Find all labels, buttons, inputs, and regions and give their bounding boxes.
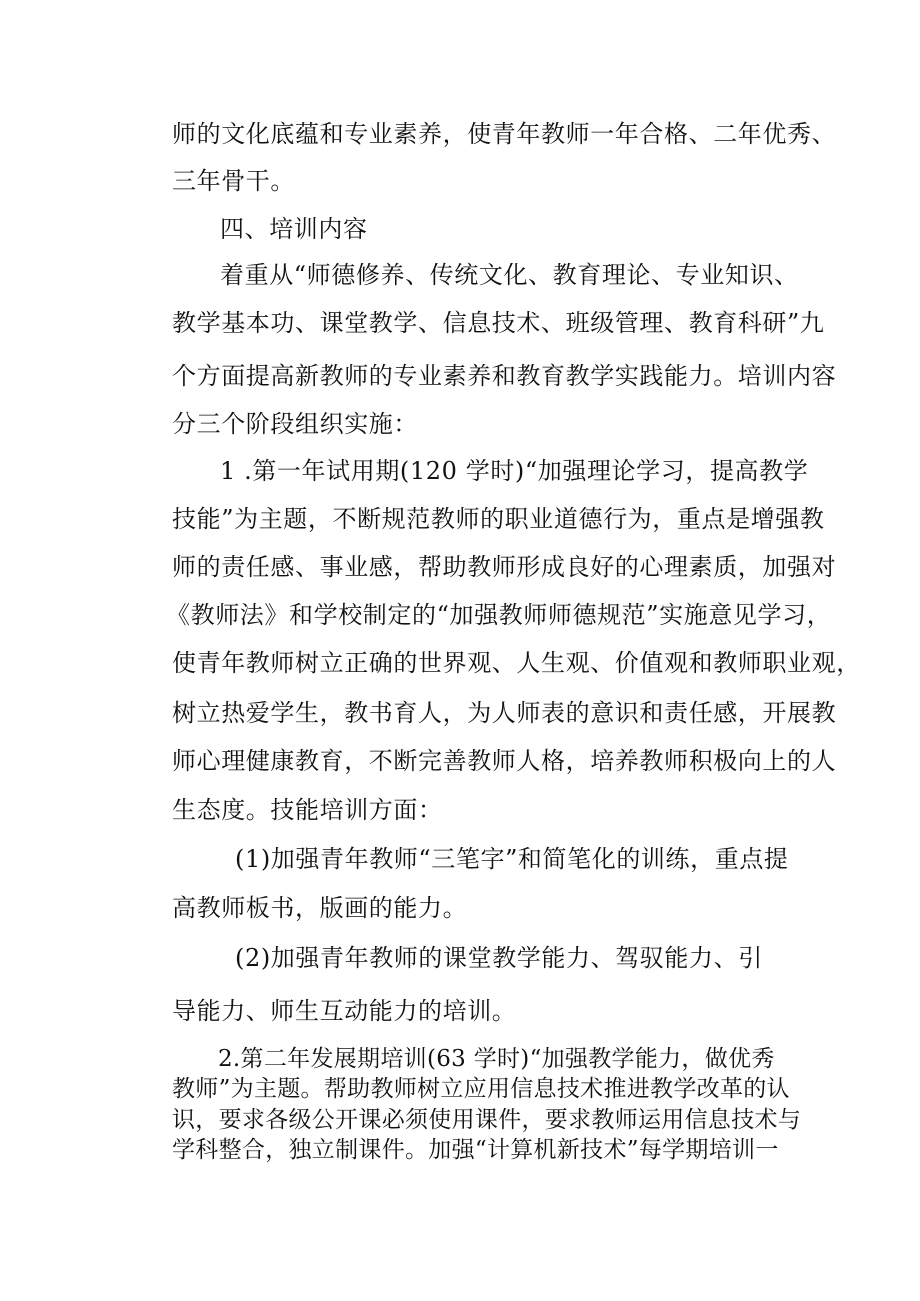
text-line: 分三个阶段组织实施： — [172, 410, 418, 438]
text-line: 着重从“师德修养、传统文化、教育理论、专业知识、 — [220, 261, 799, 289]
text-line: 使青年教师树立正确的世界观、人生观、价值观和教师职业观， — [172, 649, 861, 677]
text-line: 《教师法》和学校制定的“加强教师师德规范”实施意见学习， — [166, 601, 832, 629]
text-line: 学科整合，独立制课件。加强“计算机新技术”每学期培训一 — [172, 1137, 779, 1163]
text-line: (1)加强青年教师“三笔字”和简笔化的训练，重点提 — [235, 845, 789, 873]
text-line: 生态度。技能培训方面： — [172, 796, 443, 824]
section-heading: 四、培训内容 — [220, 215, 368, 243]
text-line: 高教师板书，版画的能力。 — [172, 894, 468, 922]
text-line: 1 .第一年试用期(120 学时)“加强理论学习，提高教学 — [220, 457, 809, 485]
text-line: 师心理健康教育，不断完善教师人格，培养教师积极向上的人 — [172, 747, 837, 775]
text-line: 树立热爱学生，教书育人，为人师表的意识和责任感，开展教 — [172, 699, 837, 727]
text-line: 三年骨干。 — [172, 167, 295, 195]
text-line: 教师”为主题。帮助教师树立应用信息技术推进教学改革的认 — [172, 1076, 790, 1102]
text-line: 师的文化底蕴和专业素养，使青年教师一年合格、二年优秀、 — [172, 120, 837, 148]
text-line: 师的责任感、事业感，帮助教师形成良好的心理素质，加强对 — [172, 553, 837, 581]
text-line: 导能力、师生互动能力的培训。 — [172, 997, 517, 1025]
text-line: 识，要求各级公开课必须使用课件，要求教师运用信息技术与 — [172, 1107, 802, 1133]
text-line: 教学基本功、课堂教学、信息技术、班级管理、教育科研”九 — [172, 309, 825, 337]
text-line: 个方面提高新教师的专业素养和教育教学实践能力。培训内容 — [172, 362, 837, 390]
text-line: 2.第二年发展期培训(63 学时)“加强教学能力，做优秀 — [218, 1046, 775, 1072]
text-line: (2)加强青年教师的课堂教学能力、驾驭能力、引 — [235, 944, 763, 972]
text-line: 技能”为主题，不断规范教师的职业道德行为，重点是增强教 — [172, 505, 825, 533]
